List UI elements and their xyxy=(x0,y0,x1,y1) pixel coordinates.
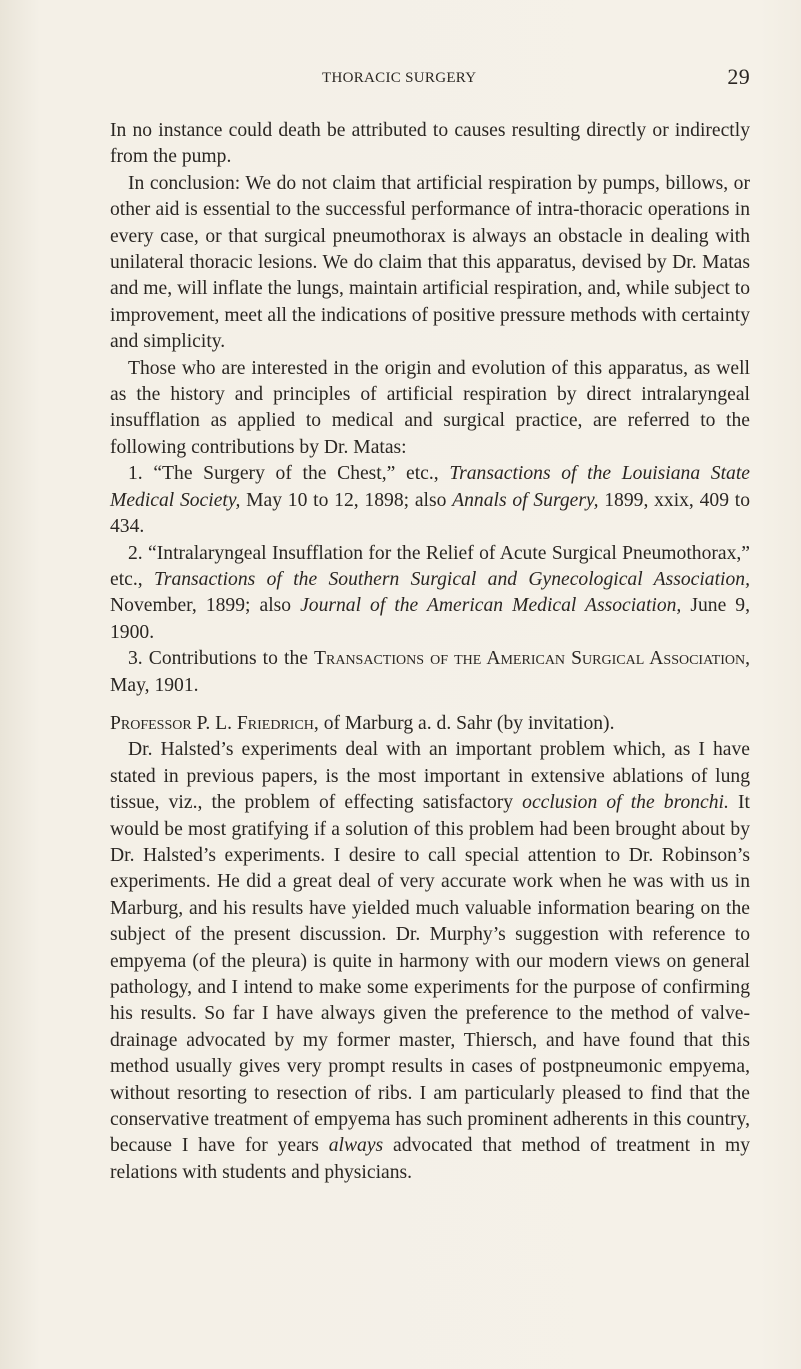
discussion-text: It would be most gratifying if a solution of this problem had been brought about by Dr. Halsted’s experiments. I desire to call special attention to Dr. Robinson’s experiments. He did a great deal of very accurate work when he was with us in Marburg, and his results have yielded much valuable information bearing on the subject of the present discussion. Dr. Murphy’s suggestion with reference to empyema (of the pleura) is quite in harmony with our modern views on general pathology, and I intend to make some experiments for the purpose of confirming his results. So far I have always given the preference to the method of valve-drainage advocated by my former master, Thiersch, and have found that this method usually gives very prompt results in cases of postpneumonic empyema, without resorting to resection of ribs. I am particularly pleased to find that the conservative treatment of empyema has such prominent adherents in this country, because I have for years xyxy=(110,792,750,1157)
reference-text: , May, 1901. xyxy=(110,648,750,696)
paragraph-references-intro: Those who are interested in the origin and evolution of this apparatus, as well as the history and principles of artificial respiration by direct intralaryngeal insufflation as applied to medical and surgical practice, are referred to the following contributions by Dr. Matas: xyxy=(110,357,750,458)
speaker-name: Professor P. L. Friedrich xyxy=(110,712,314,734)
reference-journal: Transactions of the American Surgical Association xyxy=(314,648,746,670)
reference-text: June 9, 1900. xyxy=(110,595,750,643)
reference-text: May 10 to 12, 1898; also xyxy=(240,489,453,511)
running-head: THORACIC SURGERY xyxy=(322,70,477,86)
reference-journal: Annals of Surgery, xyxy=(452,489,599,511)
reference-journal: Journal of the American Medical Association, xyxy=(300,595,682,617)
reference-item xyxy=(110,461,750,540)
reference-text: November, 1899; also xyxy=(110,595,301,617)
page-number: 29 xyxy=(727,64,750,89)
reference-text: 2. “Intralaryngeal Insufflation for the Relief of Acute Surgical Pneumothorax,” etc., xyxy=(110,542,750,590)
page-body xyxy=(110,118,750,1186)
discussion-emphasis: always xyxy=(328,1135,384,1157)
reference-journal: Transactions of the Southern Surgical and Gynecological Association, xyxy=(154,568,750,590)
page-header xyxy=(110,64,750,94)
reference-text: 1899, xxix, 409 to 434. xyxy=(110,489,750,538)
paragraph-in-conclusion: In conclusion: We do not claim that artificial respiration by pumps, billows, or other aid is essential to the successful performance of intra-thoracic operations in every case, or that surgical pneumothorax is always an obstacle in dealing with unilateral thoracic lesions. We do claim that this apparatus, devised by Dr. Matas and me, will inflate the lungs, maintain artificial respiration, and, while subject to improvement, meet all the indications of positive pressure methods with certainty and simplicity. xyxy=(110,172,750,353)
discussion-emphasis: occlusion of the bronchi. xyxy=(522,792,729,814)
discussion-text: Dr. Halsted’s experiments deal with an important problem which, as I have stated in previous papers, is the most important in extensive ablations of lung tissue, viz., the problem of effecting satisfactory xyxy=(110,739,750,814)
reference-text: 3. Contributions to the xyxy=(128,648,315,670)
reference-text: 1. “The Surgery of the Chest,” etc., xyxy=(128,463,450,485)
speaker-affiliation: , of Marburg a. d. Sahr (by invitation). xyxy=(313,712,615,734)
reference-item xyxy=(110,541,750,647)
paragraph-pump-conclusion: In no instance could death be attributed to causes resulting directly or indirectly from the pump. xyxy=(110,120,750,168)
discussion-paragraph xyxy=(110,737,750,1186)
reference-journal: Transactions of the Louisiana State Medical Society, xyxy=(110,463,750,511)
discussion-speaker-line xyxy=(110,711,750,737)
discussion-text: advocated that method of treatment in my relations with students and physicians. xyxy=(110,1135,750,1183)
reference-item xyxy=(110,646,750,699)
